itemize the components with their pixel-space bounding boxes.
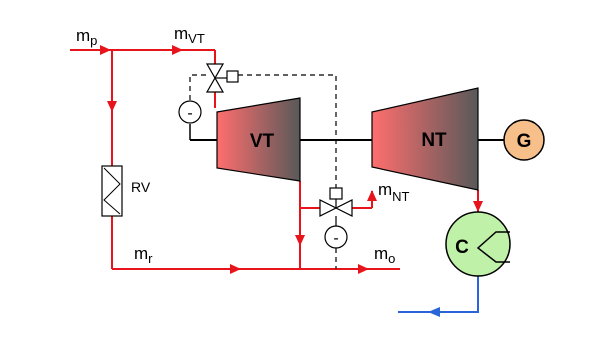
arrow-vt-exhaust-down-icon bbox=[295, 235, 305, 246]
arrow-bottom-mid-icon bbox=[230, 264, 241, 274]
generator-label: G bbox=[516, 131, 532, 152]
condenser bbox=[446, 212, 510, 276]
label-m-nt: $m_{NT}$ bbox=[378, 180, 410, 204]
label-m-p: $m_p$ bbox=[76, 26, 98, 48]
vt-control-valve bbox=[207, 64, 238, 92]
vt-valve-actuator-box bbox=[227, 71, 238, 82]
arrow-bypass-down-icon bbox=[107, 101, 117, 112]
cooling-water-line bbox=[398, 276, 478, 312]
nt-control-valve bbox=[320, 188, 352, 226]
vt-actuator-symbol: - bbox=[187, 105, 193, 122]
nt-valve-right-icon bbox=[336, 200, 352, 216]
arrow-nt-supply-up-icon bbox=[367, 190, 377, 201]
arrow-inlet-icon bbox=[100, 45, 111, 55]
vt-actuator bbox=[179, 101, 201, 123]
label-m-r: $m_r$ bbox=[134, 244, 153, 266]
nt-valve-left-icon bbox=[320, 200, 336, 216]
label-m-o: $m_o$ bbox=[374, 244, 396, 266]
reducing-valve bbox=[102, 166, 151, 216]
control-line-vt-actuator bbox=[190, 75, 210, 100]
label-m-vt: $m_{VT}$ bbox=[174, 24, 205, 46]
condenser-label: C bbox=[455, 237, 469, 258]
arrow-nt-exhaust-down-icon bbox=[473, 201, 483, 212]
vt-valve-upper-icon bbox=[207, 64, 223, 78]
arrow-vt-supply-icon bbox=[172, 45, 183, 55]
vt-valve-lower-icon bbox=[207, 78, 223, 92]
nt-valve-actuator-box bbox=[330, 188, 342, 199]
nt-turbine bbox=[372, 88, 478, 190]
vt-turbine-label: VT bbox=[249, 131, 275, 152]
nt-actuator bbox=[325, 226, 347, 248]
condensate-outlet-line bbox=[430, 276, 478, 312]
generator bbox=[504, 120, 544, 160]
arrow-condensate-icon bbox=[428, 307, 440, 317]
arrow-outlet-icon bbox=[358, 264, 369, 274]
reducing-valve-body bbox=[102, 166, 122, 216]
vt-turbine bbox=[217, 98, 300, 181]
nt-actuator-symbol: - bbox=[333, 230, 339, 247]
reducing-valve-label: RV bbox=[131, 179, 151, 195]
nt-turbine-label: NT bbox=[421, 130, 447, 151]
